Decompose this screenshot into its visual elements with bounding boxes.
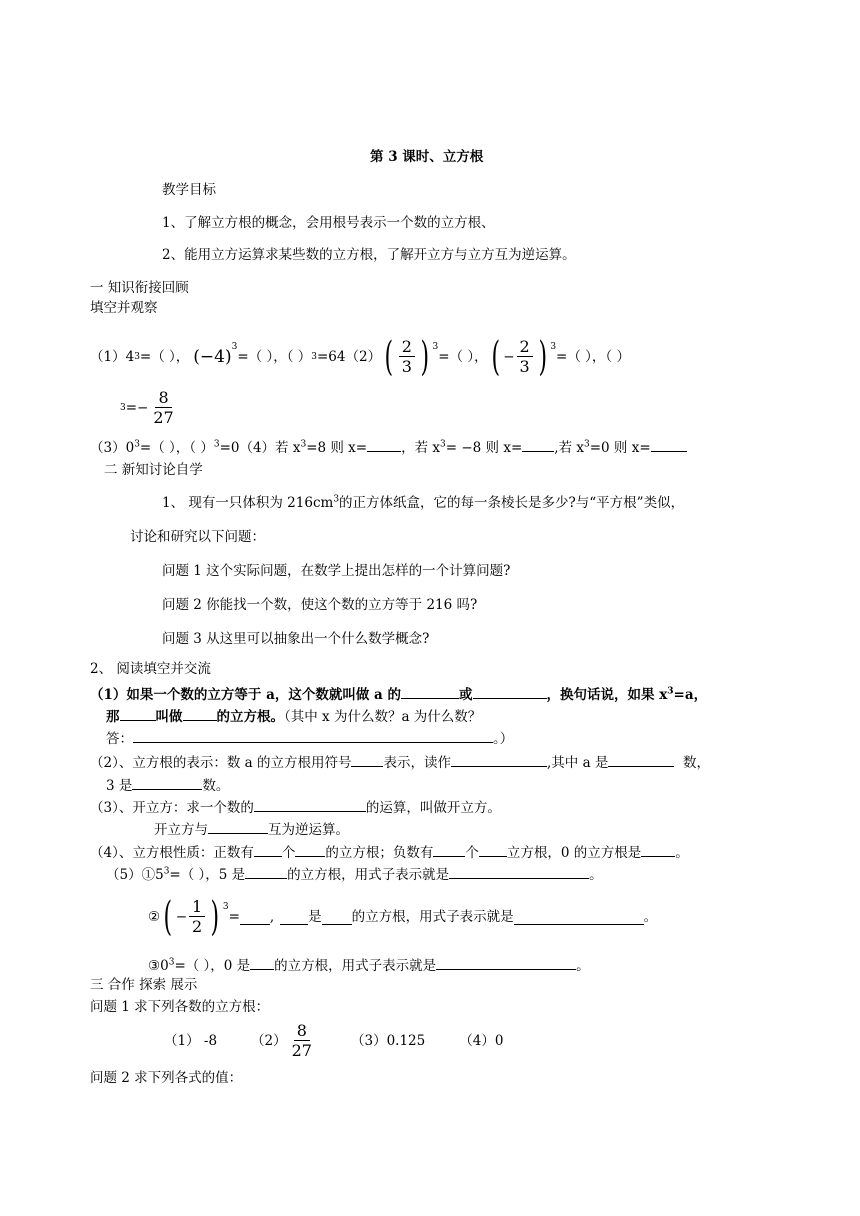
frac-num: 8 bbox=[155, 389, 171, 408]
minus-sign: − bbox=[137, 400, 149, 416]
r2-a: （2）、立方根的表示：数 a 的立方根用符号 bbox=[90, 755, 352, 771]
r6-e: 。 bbox=[643, 909, 658, 925]
r1-a: （1）如果一个数的立方等于 a，这个数就叫做 a 的 bbox=[90, 687, 401, 703]
r5-b: =（ ），5 是 bbox=[169, 867, 246, 883]
section-1-subheading: 填空并观察 bbox=[90, 300, 158, 316]
frac-den: 27 bbox=[291, 1040, 312, 1060]
r4-e: 立方根，0 的立方根是 bbox=[506, 845, 642, 861]
r4-b: 个 bbox=[281, 845, 296, 861]
exponent: 3 bbox=[440, 439, 446, 450]
section-1-heading: 一 知识衔接回顾 bbox=[90, 280, 189, 296]
r1-b: 或 bbox=[459, 687, 473, 703]
r1-end: 。） bbox=[493, 731, 514, 747]
q1-c: =64（2） bbox=[317, 349, 382, 365]
r3-d: 互为逆运算。 bbox=[268, 822, 349, 838]
r6-a: = bbox=[228, 909, 240, 925]
item-3: （3）0.125 bbox=[350, 1033, 426, 1049]
answer-blank[interactable] bbox=[449, 864, 589, 879]
q1-b2: =（ ），（ ） bbox=[237, 349, 312, 365]
answer-label: 答： bbox=[106, 731, 133, 747]
minus-sign: − bbox=[175, 909, 188, 925]
q1-a2: =（ ）， bbox=[139, 349, 190, 365]
r5-c: 的立方根，用式子表示就是 bbox=[287, 867, 450, 883]
r6-c: 是 bbox=[308, 909, 322, 925]
r1-d: =a， bbox=[673, 687, 708, 703]
r3-c: 开立方与 bbox=[154, 822, 208, 838]
review-line-2: 3 = − $\frac{8}{27}$ bbox=[120, 385, 179, 431]
r7-c: 的立方根，用式子表示就是 bbox=[274, 958, 437, 974]
paren-close: ) bbox=[538, 334, 547, 380]
exponent: 3 bbox=[222, 902, 229, 912]
q1-a: （1）4 bbox=[90, 349, 135, 365]
r4-d: 个 bbox=[465, 845, 479, 861]
answer-blank[interactable] bbox=[473, 684, 547, 699]
read-item-1-line-2 bbox=[106, 706, 481, 726]
answer-blank[interactable] bbox=[295, 842, 325, 857]
item-1: （1） -8 bbox=[164, 1033, 218, 1049]
q3-b: =（ ），（ ） bbox=[139, 440, 214, 456]
answer-blank[interactable] bbox=[245, 864, 287, 879]
answer-blank[interactable] bbox=[322, 910, 352, 925]
q1-b-num: −4 bbox=[199, 347, 225, 367]
para-1-text: 1、 现有一只体积为 216cm bbox=[162, 495, 334, 511]
read-item-4 bbox=[90, 842, 689, 862]
item-2: （2） bbox=[251, 1033, 287, 1049]
answer-blank[interactable] bbox=[479, 842, 507, 857]
fraction-1-2 bbox=[189, 898, 205, 937]
fraction-8-27 bbox=[289, 1022, 315, 1061]
r7-a: ③0 bbox=[148, 958, 169, 974]
fraction-2-3 bbox=[399, 338, 415, 377]
paren-open: ( bbox=[384, 334, 394, 380]
answer-blank[interactable] bbox=[132, 775, 202, 790]
q3-c: =0（4）若 x bbox=[219, 440, 301, 456]
exponent: 3 bbox=[163, 866, 170, 877]
question-3: 问题 3 从这里可以抽象出一个什么数学概念? bbox=[162, 631, 430, 647]
answer-blank[interactable] bbox=[120, 706, 156, 721]
r5-a: （5）①5 bbox=[106, 867, 164, 883]
r1-e: 那 bbox=[106, 709, 120, 725]
answer-blank[interactable] bbox=[651, 437, 687, 452]
answer-blank[interactable] bbox=[351, 752, 383, 767]
q1-e: =（ ），（ ） bbox=[556, 349, 630, 365]
review-line-1: （1）4 3 =（ ）， ( −4 ) 3 =（ ），（ ） 3 =64（2） ( $\frac{2}{3}$ ) 3 =（ ）， ( − $\frac{2}{3}$ ) 3 =（ ），（ ） bbox=[90, 334, 630, 380]
exponent: 3 bbox=[667, 686, 674, 697]
fraction-8-27 bbox=[150, 389, 176, 428]
answer-blank[interactable] bbox=[183, 706, 217, 721]
q3-d: =8 则 x= bbox=[306, 440, 368, 456]
frac-num: 2 bbox=[399, 338, 415, 357]
frac-num: 1 bbox=[189, 898, 205, 917]
q1-b-open: ( bbox=[193, 347, 200, 367]
section-3-heading: 2、 阅读填空并交流 bbox=[90, 661, 211, 677]
page-title: 第 3 课时、立方根 bbox=[370, 149, 484, 165]
r6-b: , bbox=[269, 909, 275, 925]
answer-blank[interactable] bbox=[133, 728, 493, 743]
r1-g: 的立方根。 bbox=[216, 709, 284, 725]
r2-e: 3 是 bbox=[106, 778, 133, 794]
q3-h: =0 则 x= bbox=[589, 440, 651, 456]
r3-a: （3）、开立方：求一个数的 bbox=[90, 800, 254, 816]
r4-a: （4）、立方根性质：正数有 bbox=[90, 845, 254, 861]
frac-den: 2 bbox=[192, 916, 203, 936]
q3-g: ,若 x bbox=[554, 440, 584, 456]
section-2-para-1 bbox=[162, 494, 684, 512]
read-item-2 bbox=[90, 752, 710, 772]
frac-den: 3 bbox=[519, 356, 530, 376]
frac-den: 27 bbox=[153, 407, 174, 427]
fraction-2-3 bbox=[517, 338, 533, 377]
answer-blank[interactable] bbox=[433, 842, 465, 857]
answer-blank[interactable] bbox=[250, 955, 274, 970]
answer-blank[interactable] bbox=[436, 955, 576, 970]
section-2-para-2: 讨论和研究以下问题： bbox=[130, 529, 265, 545]
answer-blank[interactable] bbox=[208, 819, 268, 834]
exponent: 3 bbox=[168, 957, 175, 968]
r1-f: 叫做 bbox=[155, 709, 183, 725]
exponent: 3 bbox=[333, 494, 340, 505]
paren-close: ) bbox=[210, 894, 220, 940]
goal-1: 1、了解立方根的概念，会用根号表示一个数的立方根、 bbox=[162, 215, 495, 231]
read-item-5 bbox=[106, 864, 603, 884]
answer-blank[interactable] bbox=[514, 910, 644, 925]
question-1: 问题 1 这个实际问题，在数学上提出怎样的一个计算问题? bbox=[162, 563, 511, 579]
circled-2: ② bbox=[148, 909, 161, 925]
r4-c: 的立方根；负数有 bbox=[325, 845, 434, 861]
r7-b: =（ ），0 是 bbox=[174, 958, 251, 974]
item-4: （4）0 bbox=[459, 1033, 504, 1049]
question-2: 问题 2 你能找一个数，使这个数的立方等于 216 吗? bbox=[162, 597, 478, 613]
frac-num: 8 bbox=[294, 1022, 310, 1041]
exponent: 3 bbox=[583, 439, 590, 450]
q1-d: =（ ）， bbox=[438, 349, 488, 365]
para-1-text-b: 的正方体纸盒，它的每一条棱长是多少?与“平方根”类似， bbox=[339, 495, 685, 511]
section-4-problem-1: 问题 1 求下列各数的立方根： bbox=[90, 999, 270, 1015]
exponent: 3 bbox=[432, 342, 439, 352]
section-4-problem-2: 问题 2 求下列各式的值： bbox=[90, 1070, 243, 1086]
r5-d: 。 bbox=[589, 867, 603, 883]
problem-1-items bbox=[164, 1018, 503, 1064]
r6-d: 的立方根，用式子表示就是 bbox=[351, 909, 514, 925]
q3-a: （3）0 bbox=[90, 440, 135, 456]
read-item-1-line-3 bbox=[106, 728, 513, 748]
read-item-2-line-2 bbox=[106, 775, 229, 795]
frac-den: 3 bbox=[401, 356, 412, 376]
answer-blank[interactable] bbox=[240, 910, 270, 925]
review-line-3 bbox=[90, 437, 687, 457]
exponent: 3 bbox=[134, 439, 140, 450]
paren-open: ( bbox=[163, 894, 173, 940]
goals-heading: 教学目标 bbox=[162, 182, 216, 198]
answer-blank[interactable] bbox=[608, 752, 674, 767]
frac-num: 2 bbox=[517, 338, 533, 357]
answer-blank[interactable] bbox=[641, 842, 675, 857]
r2-d: 数， bbox=[683, 755, 711, 771]
read-item-3 bbox=[90, 797, 501, 817]
q3-e: ，若 x bbox=[401, 440, 441, 456]
goal-2: 2、能用立方运算求某些数的立方根，了解开立方与立方互为逆运算。 bbox=[162, 247, 576, 263]
answer-blank[interactable] bbox=[522, 437, 554, 452]
read-item-6 bbox=[148, 892, 657, 942]
section-2-heading: 二 新知讨论自学 bbox=[104, 462, 203, 478]
exponent: 3 bbox=[550, 342, 557, 352]
q1-b-close: ) bbox=[224, 347, 232, 367]
read-item-7 bbox=[148, 955, 590, 975]
minus-sign: − bbox=[503, 349, 515, 365]
r1-h: （其中 x 为什么数？a 为什么数？ bbox=[284, 709, 482, 725]
section-4-heading: 三 合作 探索 展示 bbox=[90, 977, 198, 993]
answer-blank[interactable] bbox=[254, 842, 282, 857]
r2-c: ,其中 a 是 bbox=[546, 755, 609, 771]
exponent: 3 bbox=[231, 342, 238, 352]
read-item-3-line-2 bbox=[154, 819, 349, 839]
r2-b: 表示，读作 bbox=[383, 755, 451, 771]
answer-blank[interactable] bbox=[367, 437, 401, 452]
answer-blank[interactable] bbox=[401, 684, 459, 699]
read-item-1 bbox=[90, 684, 707, 704]
answer-blank[interactable] bbox=[254, 797, 366, 812]
r1-c: ，换句话说，如果 x bbox=[546, 687, 668, 703]
paren-open: ( bbox=[491, 334, 500, 380]
answer-blank[interactable] bbox=[451, 752, 547, 767]
paren-close: ) bbox=[420, 334, 429, 380]
answer-blank[interactable] bbox=[280, 910, 308, 925]
equals-sign: = bbox=[125, 400, 138, 416]
r2-f: 数。 bbox=[202, 778, 230, 794]
r3-b: 的运算，叫做开立方。 bbox=[365, 800, 501, 816]
r4-f: 。 bbox=[675, 845, 689, 861]
q3-f: = −8 则 x= bbox=[445, 440, 523, 456]
exponent: 3 bbox=[213, 439, 220, 450]
r7-d: 。 bbox=[576, 958, 590, 974]
exponent: 3 bbox=[300, 439, 307, 450]
